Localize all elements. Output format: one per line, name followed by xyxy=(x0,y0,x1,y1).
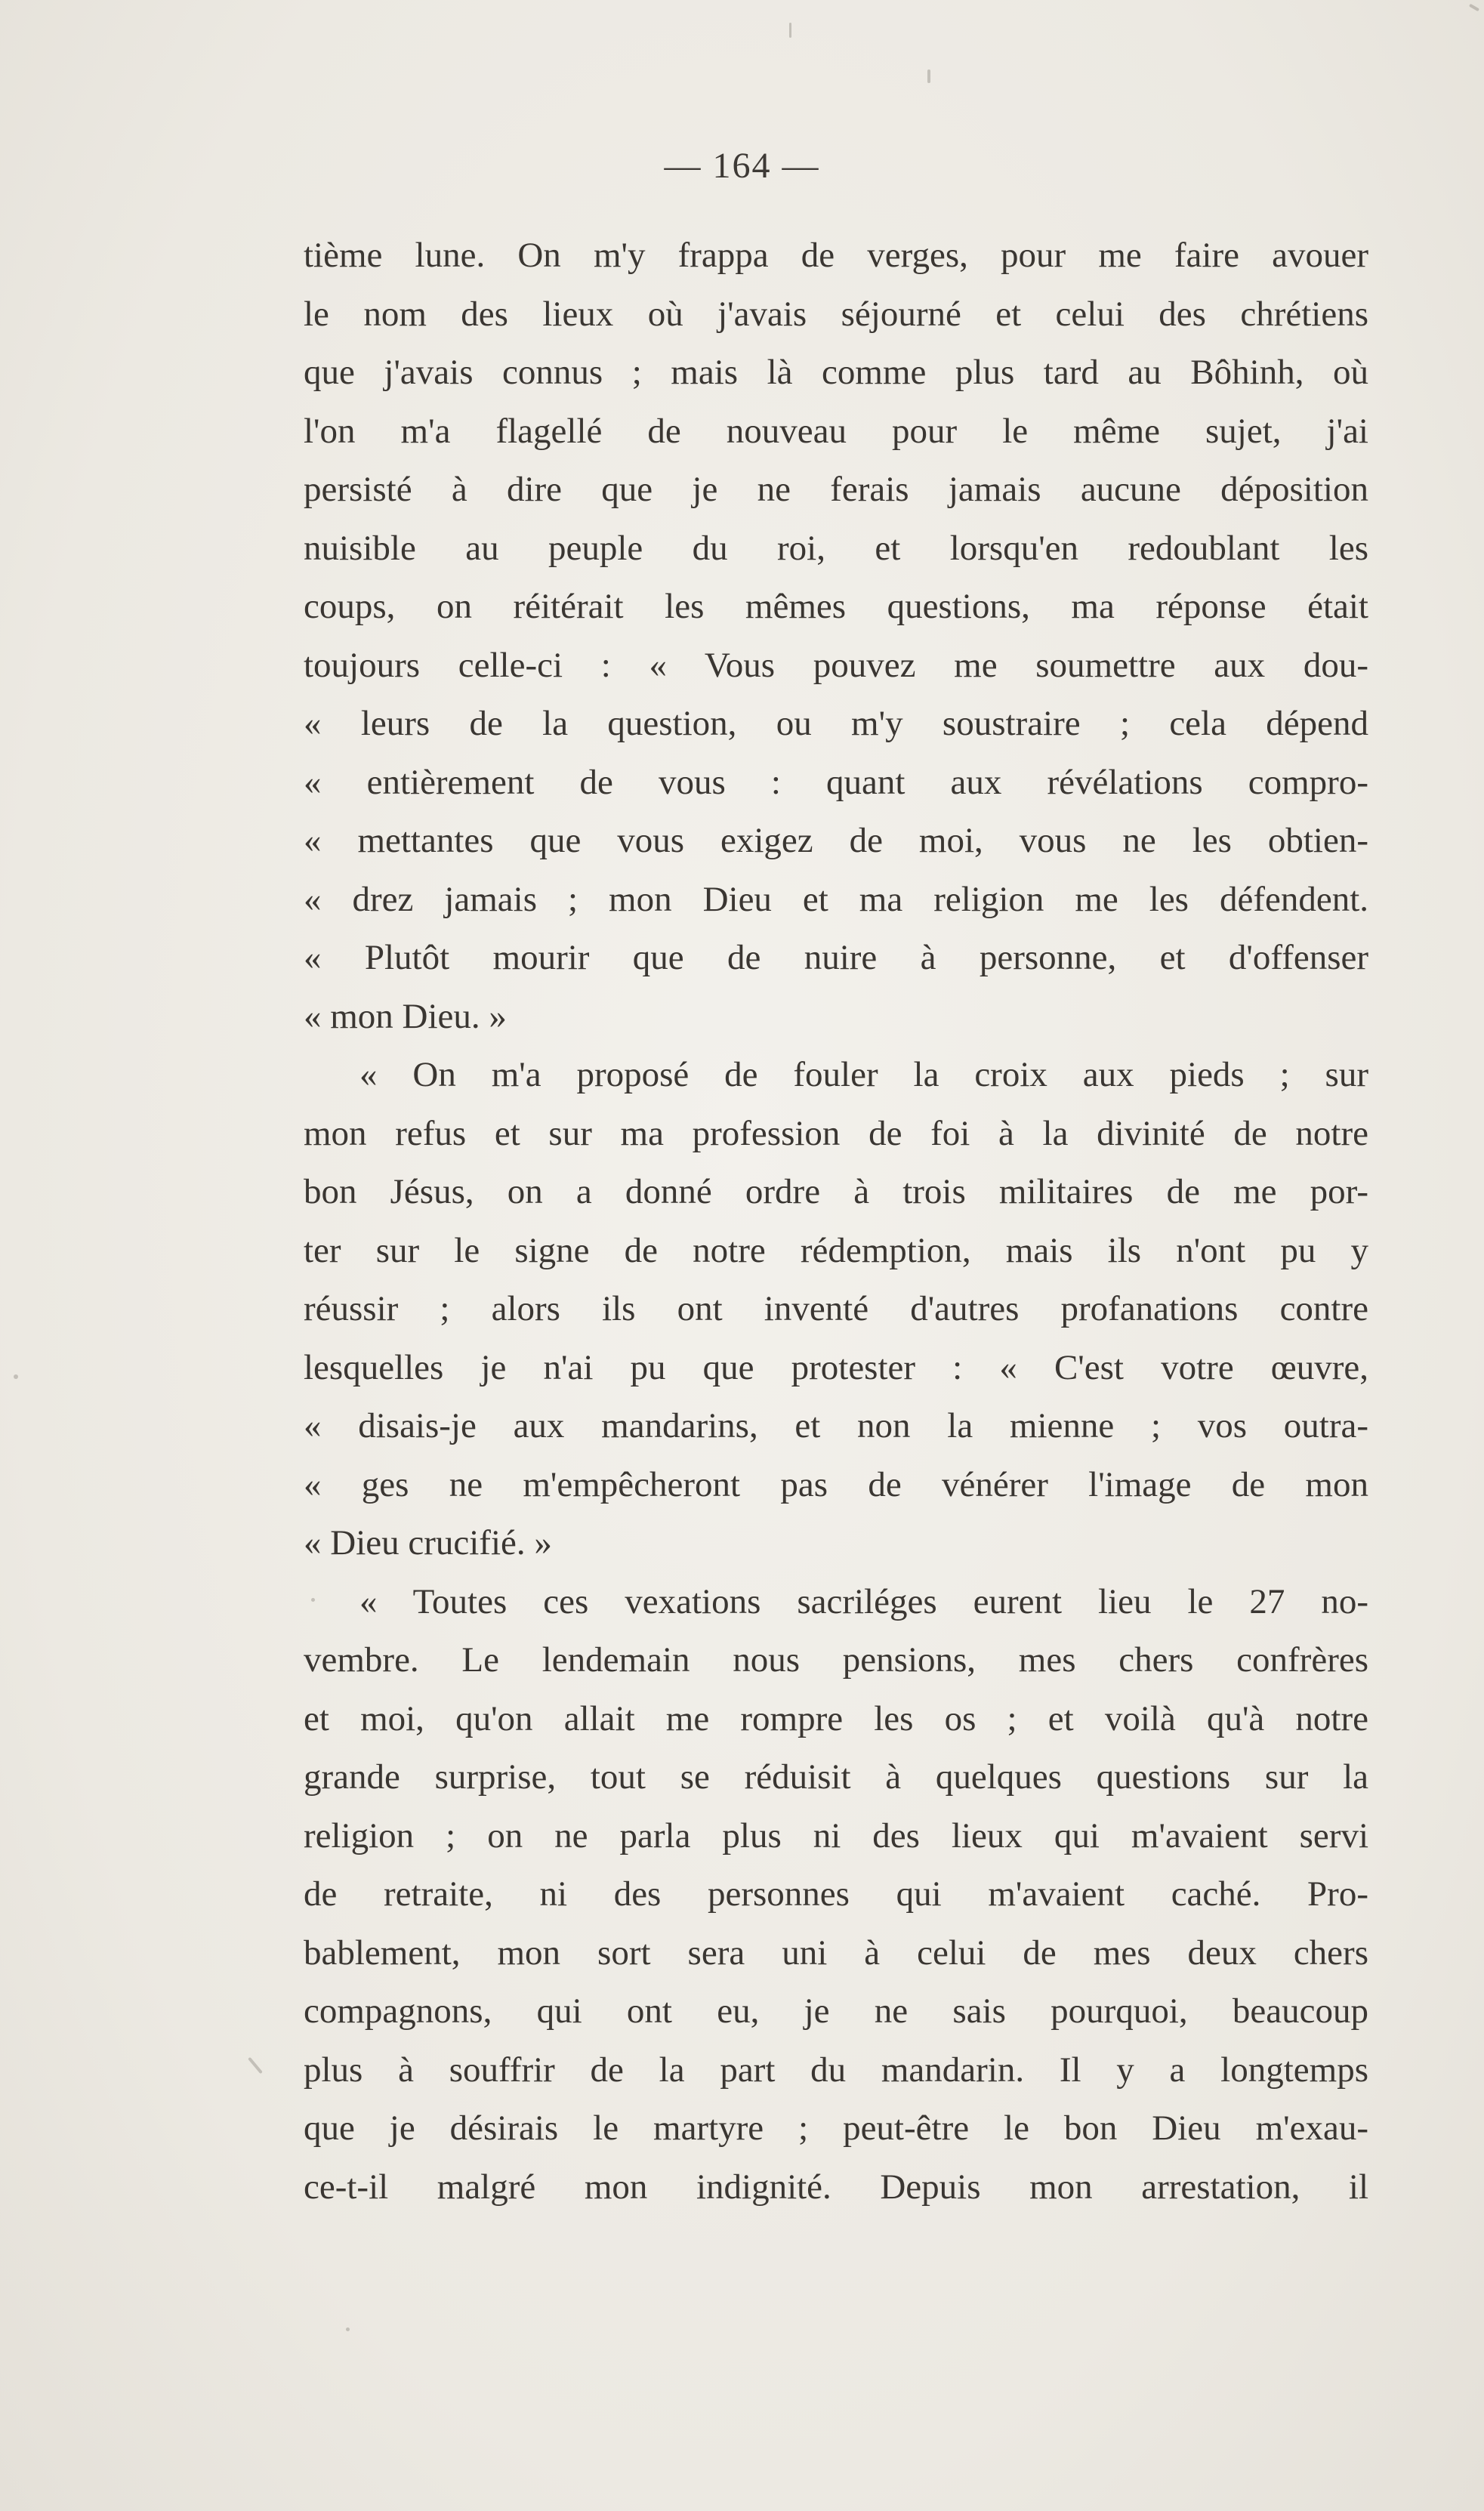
text-line: grande surprise, tout se réduisit à quelques questions sur la xyxy=(304,1757,1368,1797)
text-line: lesquelles je n'ai pu que protester : « C'est votre œuvre, xyxy=(304,1347,1368,1387)
text-line: compagnons, qui ont eu, je ne sais pourquoi, beaucoup xyxy=(304,1991,1368,2031)
paper-speck xyxy=(248,2057,263,2074)
text-line: de retraite, ni des personnes qui m'avaient caché. Pro- xyxy=(304,1874,1368,1914)
paper-speck xyxy=(1469,4,1479,11)
text-line: toujours celle-ci : « Vous pouvez me soumettre aux dou- xyxy=(304,645,1368,685)
text-line: « On m'a proposé de fouler la croix aux pieds ; sur xyxy=(359,1055,1368,1094)
text-line: coups, on réitérait les mêmes questions, ma réponse était xyxy=(304,587,1368,626)
body-text xyxy=(304,227,1368,2216)
text-line: « ges ne m'empêcheront pas de vénérer l'image de mon xyxy=(304,1464,1368,1504)
text-line: bablement, mon sort sera uni à celui de mes deux chers xyxy=(304,1933,1368,1973)
text-line: et moi, qu'on allait me rompre les os ; et voilà qu'à notre xyxy=(304,1698,1368,1738)
text-line: bon Jésus, on a donné ordre à trois militaires de me por- xyxy=(304,1172,1368,1211)
text-line: que je désirais le martyre ; peut-être le bon Dieu m'exau- xyxy=(304,2108,1368,2148)
text-line: « disais-je aux mandarins, et non la mienne ; vos outra- xyxy=(304,1406,1368,1445)
text-line: l'on m'a flagellé de nouveau pour le même sujet, j'ai xyxy=(304,411,1368,451)
text-line: « leurs de la question, ou m'y soustraire ; cela dépend xyxy=(304,704,1368,743)
text-line: « Plutôt mourir que de nuire à personne, et d'offenser xyxy=(304,938,1368,977)
text-line: « Dieu crucifié. » xyxy=(304,1523,552,1562)
text-line: le nom des lieux où j'avais séjourné et celui des chrétiens xyxy=(304,294,1368,334)
paper-speck xyxy=(346,2327,350,2331)
text-line: « mettantes que vous exigez de moi, vous ne les obtien- xyxy=(304,821,1368,860)
paper-speck xyxy=(311,1598,315,1602)
text-line: « drez jamais ; mon Dieu et ma religion me les défendent. xyxy=(304,879,1368,919)
paper-speck xyxy=(927,69,930,83)
text-line: vembre. Le lendemain nous pensions, mes chers confrères xyxy=(304,1640,1368,1680)
text-line: « entièrement de vous : quant aux révélations compro- xyxy=(304,762,1368,802)
page-number: — 164 — xyxy=(664,146,820,186)
text-line: tième lune. On m'y frappa de verges, pour me faire avouer xyxy=(304,236,1368,275)
text-line: mon refus et sur ma profession de foi à la divinité de notre xyxy=(304,1113,1368,1153)
text-line: persisté à dire que je ne ferais jamais aucune déposition xyxy=(304,470,1368,509)
text-line: « mon Dieu. » xyxy=(304,996,507,1036)
text-line: « Toutes ces vexations sacriléges eurent lieu le 27 no- xyxy=(359,1581,1368,1621)
text-line: nuisible au peuple du roi, et lorsqu'en redoublant les xyxy=(304,528,1368,568)
text-line: religion ; on ne parla plus ni des lieux qui m'avaient servi xyxy=(304,1815,1368,1855)
paper-speck xyxy=(789,23,791,38)
text-line: plus à souffrir de la part du mandarin. Il y a longtemps xyxy=(304,2050,1368,2090)
text-line: ter sur le signe de notre rédemption, mais ils n'ont pu y xyxy=(304,1230,1368,1270)
text-line: ce-t-il malgré mon indignité. Depuis mon arrestation, il xyxy=(304,2167,1368,2207)
paper-speck xyxy=(14,1374,18,1379)
text-line: réussir ; alors ils ont inventé d'autres profanations contre xyxy=(304,1289,1368,1328)
text-line: que j'avais connus ; mais là comme plus tard au Bôhinh, où xyxy=(304,353,1368,392)
